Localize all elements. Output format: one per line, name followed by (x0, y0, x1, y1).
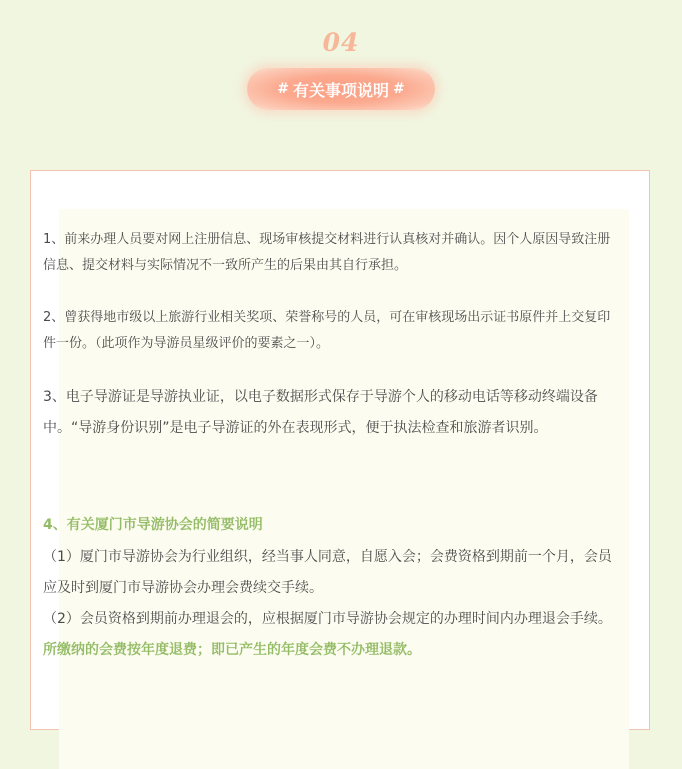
hash-right: # (393, 81, 405, 97)
section-title-pill (247, 68, 434, 110)
section-title: 有关事项说明 (292, 80, 389, 100)
content-inner-panel (59, 209, 629, 769)
hash-left: # (277, 81, 289, 97)
association-item-2-highlight: 所缴纳的会费按年度退费；即已产生的年度会费不办理退款。 (43, 642, 421, 658)
association-heading: 4、有关厦门市导游协会的简要说明 (43, 517, 263, 533)
association-item-2 (43, 604, 615, 666)
association-item-1: （1）厦门市导游协会为行业组织，经当事人同意，自愿入会；会费资格到期前一个月，会员应及时到厦门市导游协会办理会费续交手续。 (43, 549, 612, 596)
association-section (43, 512, 615, 666)
notice-paragraph-2: 2、曾获得地市级以上旅游行业相关奖项、荣誉称号的人员，可在审核现场出示证书原件并上交复印件一份。（此项作为导游员星级评价的要素之一）。 (43, 310, 611, 351)
notice-paragraph-1: 1、前来办理人员要对网上注册信息、现场审核提交材料进行认真核对并确认。因个人原因导致注册信息、提交材料与实际情况不一致所产生的后果由其自行承担。 (43, 232, 611, 273)
section-number: 04 (322, 28, 360, 57)
section-title-banner (0, 68, 682, 110)
notice-paragraph-3: 3、电子导游证是导游执业证，以电子数据形式保存于导游个人的移动电话等移动终端设备中。“导游身份识别”是电子导游证的外在表现形式，便于执法检查和旅游者识别。 (43, 389, 598, 436)
association-item-2-text: （2）会员资格到期前办理退会的，应根据厦门市导游协会规定的办理时间内办理退会手续。 (43, 611, 612, 627)
